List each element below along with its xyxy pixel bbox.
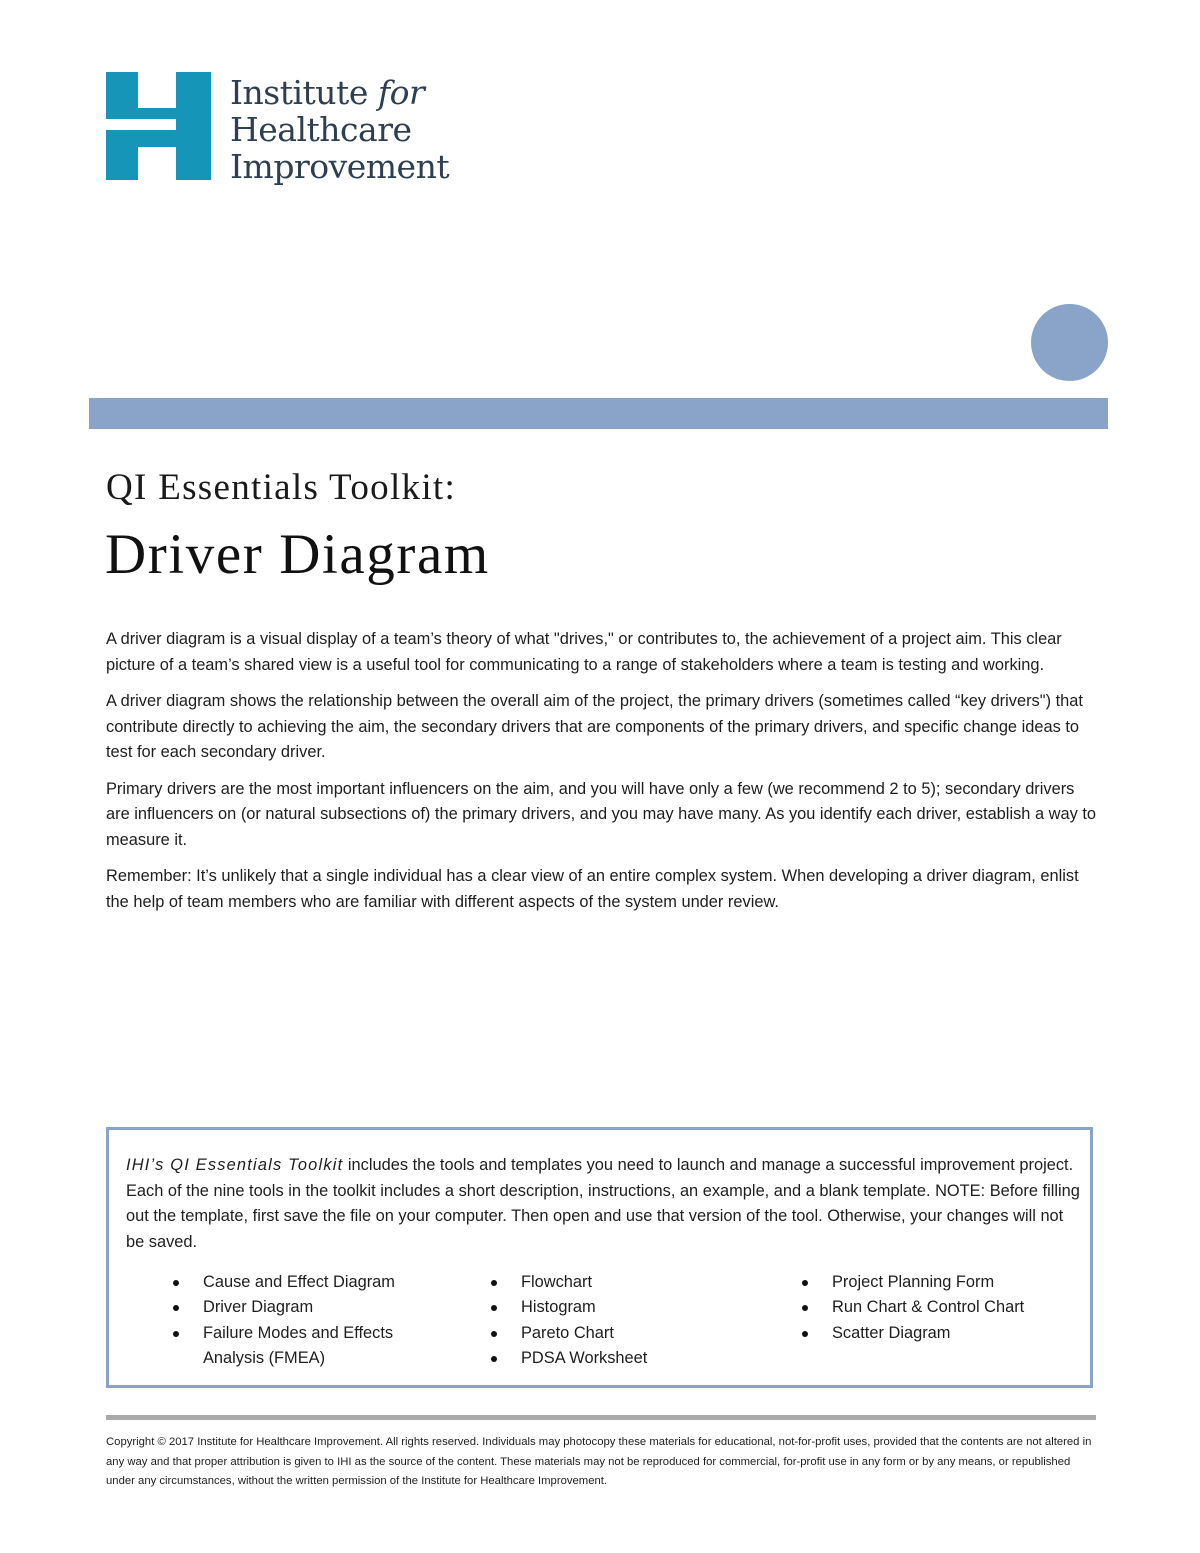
logo-line1: Institute — [230, 73, 368, 112]
list-item: Run Chart & Control Chart — [802, 1295, 1082, 1320]
logo-line3: Improvement — [230, 147, 450, 186]
list-item: Histogram — [491, 1295, 751, 1320]
paragraph: A driver diagram shows the relationship between the overall aim of the project, the primary drivers (sometimes called “key drivers") that contribute directly to achieving the aim, the secondary drivers that are components of the primary drivers, and specific change ideas to test for each secondary driver. — [106, 692, 1083, 761]
list-item: PDSA Worksheet — [491, 1346, 751, 1371]
page-title: Driver Diagram — [105, 523, 490, 586]
list-item: Project Planning Form — [802, 1270, 1082, 1295]
ihi-logo-wordmark — [230, 74, 449, 185]
logo-line2: Healthcare — [230, 110, 412, 149]
list-item: Pareto Chart — [491, 1321, 751, 1346]
tool-list-column-1 — [173, 1270, 433, 1371]
intro-text — [106, 627, 1096, 926]
toolkit-callout-box — [106, 1127, 1093, 1388]
page-kicker: QI Essentials Toolkit: — [106, 467, 457, 508]
copyright-notice: Copyright © 2017 Institute for Healthcare Improvement. All rights reserved. Individuals may photocopy these materials for educational, not-for-profit uses, provided that the contents are not altered in any way and that proper attribution is given to IHI as the source of the content. These materials may not be reproduced for commercial, for-profit use in any form or by any means, or republished under any circumstances, without the written permission of the Institute for Healthcare Improvement. — [106, 1436, 1092, 1487]
tool-list-column-3 — [802, 1270, 1082, 1346]
header-band — [89, 398, 1108, 429]
paragraph: Primary drivers are the most important influencers on the aim, and you will have only a few (we recommend 2 to 5); secondary drivers are influencers on (or natural subsections of) the primary drivers, and you may have many. As you identify each driver, establish a way to measure it. — [106, 779, 1096, 849]
list-item: Flowchart — [491, 1270, 751, 1295]
paragraph: A driver diagram is a visual display of a team’s theory of what "drives," or contributes to, the achievement of a project aim. This clear picture of a team’s shared view is a useful tool for communicating to a range of stakeholders where a team is testing and working. — [106, 630, 1062, 674]
footer-divider — [106, 1415, 1096, 1420]
paragraph: Remember: It’s unlikely that a single individual has a clear view of an entire complex system. When developing a driver diagram, enlist the help of team members who are familiar with different aspects of the system under review. — [106, 867, 1079, 911]
logo-line1-for: for — [377, 73, 425, 112]
ihi-logo — [106, 72, 466, 184]
list-item: Failure Modes and Effects Analysis (FMEA) — [173, 1321, 433, 1372]
ihi-logo-mark-icon — [106, 72, 211, 180]
toolkit-description-rest: includes the tools and templates you need to launch and manage a successful improvement project. Each of the nine tools in the toolkit includes a short description, instructions, an example, and a blank template. NOTE: Before filling out the template, first save the file on your computer. Then open and use that version of the tool. Otherwise, your changes will not be saved. — [126, 1156, 1080, 1251]
tool-list-column-2 — [491, 1270, 751, 1371]
list-item: Driver Diagram — [173, 1295, 433, 1320]
toolkit-description — [126, 1153, 1081, 1255]
toolkit-name: IHI’s QI Essentials Toolkit — [126, 1156, 344, 1174]
list-item: Cause and Effect Diagram — [173, 1270, 433, 1295]
decorative-circle — [1031, 304, 1108, 381]
list-item: Scatter Diagram — [802, 1321, 1082, 1346]
